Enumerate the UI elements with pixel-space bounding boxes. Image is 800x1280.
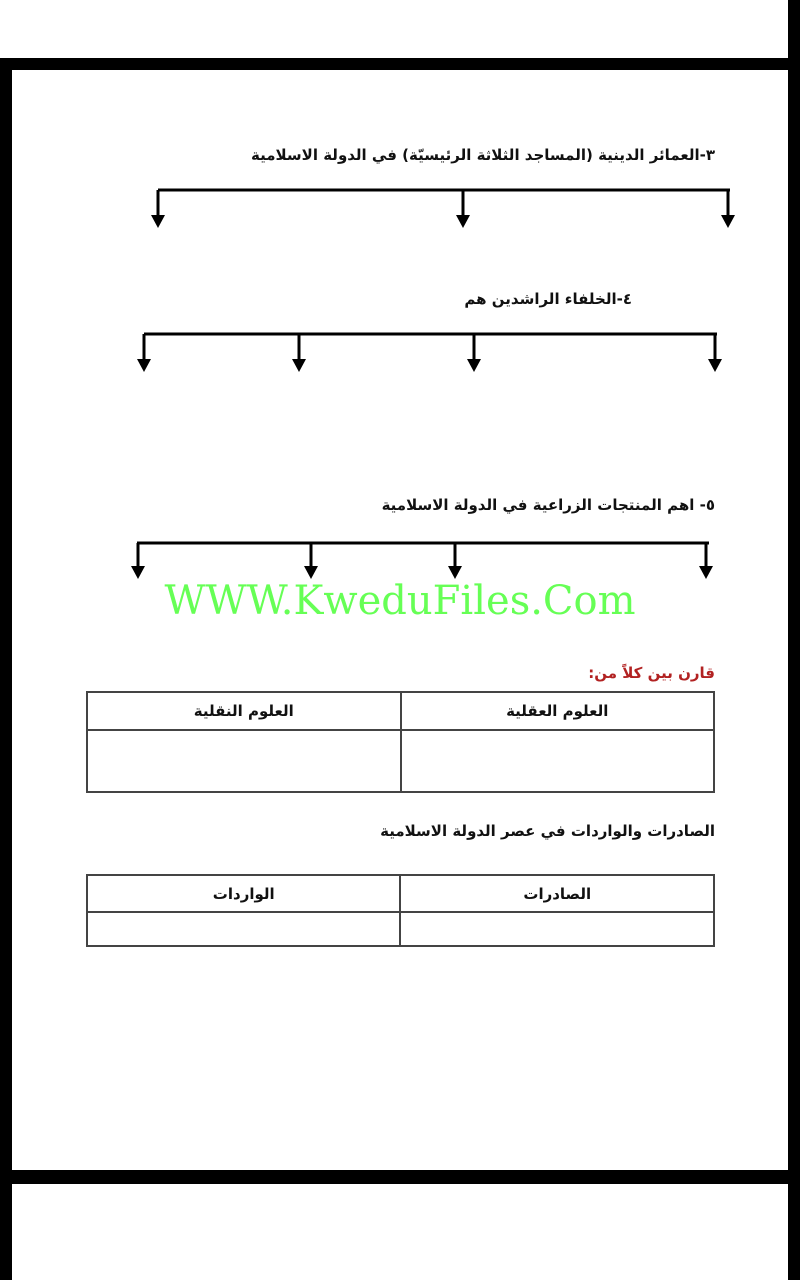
compare-answer-row	[87, 730, 714, 792]
answer-cell-imports[interactable]	[87, 912, 400, 946]
trade-header-row	[87, 875, 714, 912]
answer-cell-exports[interactable]	[400, 912, 714, 946]
compare-title: قارن بين كلاً من:	[588, 664, 715, 682]
answer-cell-transmitted[interactable]	[87, 730, 401, 792]
trade-answer-row	[87, 912, 714, 946]
answer-cell-rational[interactable]	[401, 730, 715, 792]
col-header-rational-sciences: العلوم العقلية	[401, 692, 715, 730]
section-4-title: ٤-الخلفاء الراشدين هم	[464, 290, 632, 308]
trade-table	[86, 874, 715, 947]
col-header-exports: الصادرات	[400, 875, 714, 912]
watermark-text: WWW.KweduFiles.Com	[164, 578, 636, 624]
col-header-transmitted-sciences: العلوم النقلية	[87, 692, 401, 730]
compare-table	[86, 691, 715, 793]
trade-title: الصادرات والواردات في عصر الدولة الاسلامية	[380, 822, 715, 840]
section-3-title: ٣-العمائر الدينية (المساجد الثلاثة الرئيسيّة) في الدولة الاسلامية	[251, 146, 715, 164]
compare-header-row	[87, 692, 714, 730]
col-header-imports: الواردات	[87, 875, 400, 912]
section-5-title: ٥- اهم المنتجات الزراعية في الدولة الاسلامية	[381, 496, 715, 514]
